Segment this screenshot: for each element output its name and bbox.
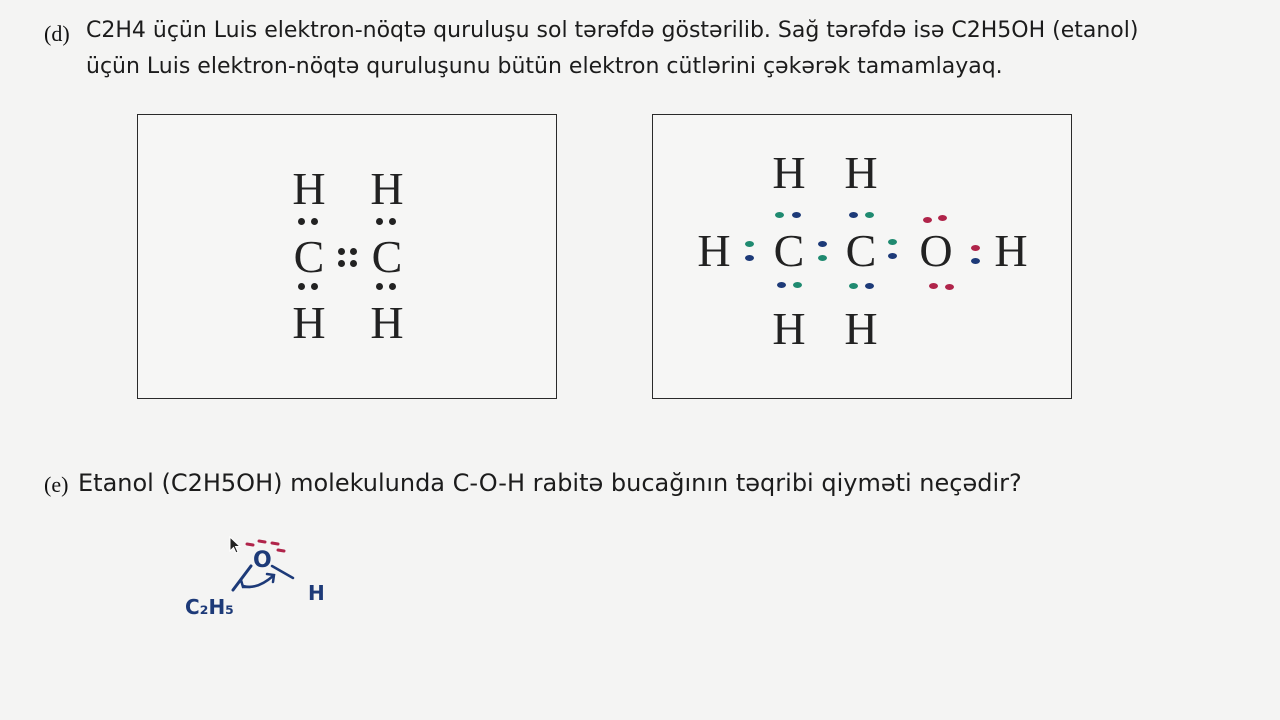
sketch-lone-pair-dash [272, 543, 278, 544]
ethylene-electron-dot [376, 218, 383, 225]
sketch-lone-pair-dash [278, 550, 284, 551]
mouse-pointer-icon [229, 536, 243, 556]
ethylene-c-left: C [293, 231, 325, 282]
ethanol-electron-crimson [923, 217, 932, 223]
ethanol-electron-navy [865, 283, 874, 289]
ethylene-double-bond-dot [338, 260, 345, 267]
ethanol-electron-crimson [938, 215, 947, 221]
ethanol-electron-navy [971, 258, 980, 264]
sketch-o-h-bond [272, 566, 293, 578]
ethanol-c-2: C [845, 225, 877, 276]
sketch-arrowhead-left [241, 580, 250, 587]
ethanol-electron-teal [745, 241, 754, 247]
ethylene-electron-dot [311, 218, 318, 225]
ethanol-electron-teal [775, 212, 784, 218]
ethylene-electron-dot [311, 283, 318, 290]
ethylene-h-top-right: H [370, 163, 404, 214]
ethanol-electron-teal [793, 282, 802, 288]
ethanol-electron-teal [888, 239, 897, 245]
ethylene-double-bond-dot [350, 260, 357, 267]
ethanol-h-bottom-2: H [844, 303, 878, 354]
ethylene-double-bond-dot [338, 248, 345, 255]
ethylene-h-top-left: H [292, 163, 326, 214]
part-d-label: (d) [44, 21, 70, 46]
ethanol-electron-teal [849, 283, 858, 289]
ethanol-structure-box [652, 114, 1072, 399]
ethanol-h-right: H [994, 225, 1028, 276]
handwritten-bond-angle-sketch [175, 530, 345, 630]
ethanol-h-top-1: H [772, 147, 806, 198]
sketch-lone-pair-dash [247, 544, 253, 545]
part-d-line-1: C2H4 üçün Luis elektron-nöqtə quruluşu sol tərəfdə göstərilib. Sağ tərəfdə isə C2H5OH (etanol) [86, 18, 1139, 43]
ethylene-electron-dot [298, 218, 305, 225]
ethanol-h-left: H [697, 225, 731, 276]
ethylene-structure-box [137, 114, 557, 399]
ethylene-electron-dot [298, 283, 305, 290]
sketch-o-label: O [253, 548, 272, 573]
ethanol-electron-crimson [929, 283, 938, 289]
ethylene-h-bottom-right: H [370, 297, 404, 348]
sketch-lone-pair-dash [259, 541, 265, 542]
ethanol-electron-navy [818, 241, 827, 247]
ethanol-electron-navy [792, 212, 801, 218]
ethanol-electron-crimson [971, 245, 980, 251]
ethylene-double-bond-dot [350, 248, 357, 255]
ethanol-electron-teal [818, 255, 827, 261]
ethylene-electron-dot [389, 283, 396, 290]
part-e-question: Etanol (C2H5OH) molekulunda C-O-H rabitə bucağının təqribi qiyməti neçədir? [78, 469, 1022, 497]
ethanol-electron-navy [777, 282, 786, 288]
ethanol-electron-navy [745, 255, 754, 261]
ethanol-o: O [919, 225, 953, 276]
part-e-label: (e) [44, 472, 69, 497]
ethanol-c-1: C [773, 225, 805, 276]
ethanol-electron-crimson [945, 284, 954, 290]
sketch-angle-arc [243, 576, 273, 587]
sketch-c2h5-label: C₂H₅ [185, 595, 234, 619]
ethanol-h-bottom-1: H [772, 303, 806, 354]
ethylene-c-right: C [371, 231, 403, 282]
sketch-h-label: H [308, 581, 325, 605]
ethanol-h-top-2: H [844, 147, 878, 198]
ethanol-electron-teal [865, 212, 874, 218]
ethanol-electron-navy [888, 253, 897, 259]
ethanol-electron-navy [849, 212, 858, 218]
ethylene-electron-dot [389, 218, 396, 225]
ethylene-electron-dot [376, 283, 383, 290]
ethylene-h-bottom-left: H [292, 297, 326, 348]
part-d-line-2: üçün Luis elektron-nöqtə quruluşunu bütün elektron cütlərini çəkərək tamamlayaq. [86, 54, 1003, 79]
